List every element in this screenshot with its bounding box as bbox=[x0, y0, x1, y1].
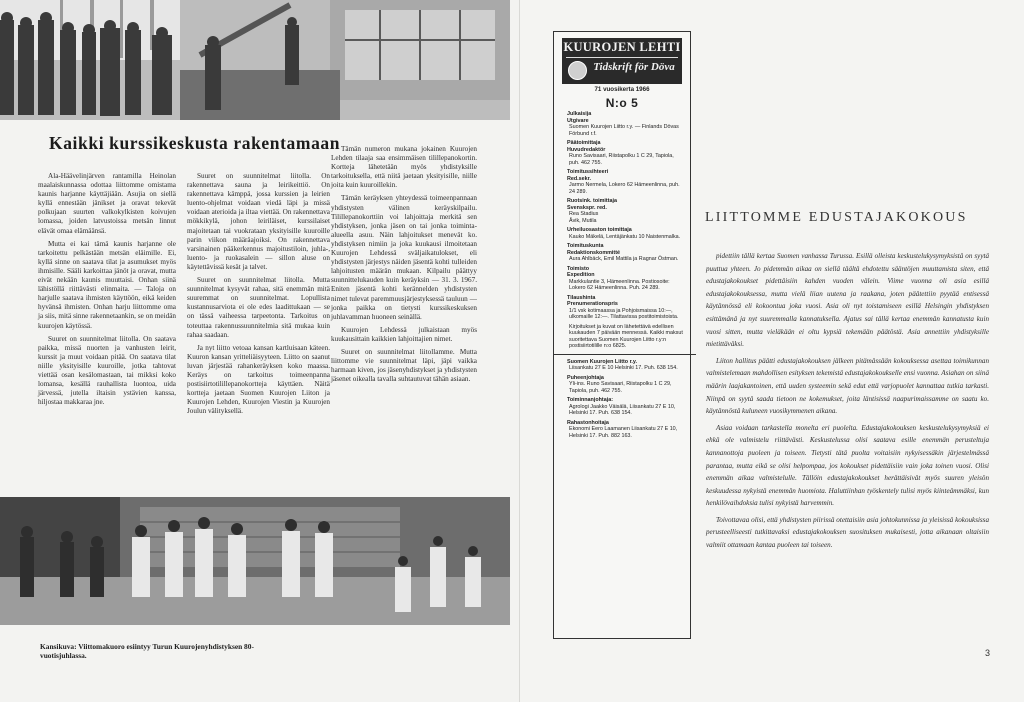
masthead-title: KUUROJEN LEHTI bbox=[563, 40, 681, 54]
masthead-section bbox=[567, 295, 683, 321]
masthead-section bbox=[567, 198, 683, 224]
masthead-section-heading: Tilaushinta Prenumerationspris bbox=[567, 294, 618, 307]
paragraph: Suuret on suunnitelmat liitolla. On rakennettava sauna ja leirikeittiö. On rakennettava kämppä, jossa kurssien ja leirien luento-ohjelmat voidaan viedä läpi ja missä voidaan aterioida ja iltaa viettää. On rakennettava mökkikylä, johon leiriläiset, kurssilaiset majoitetaan tai vuokrataan yksityisille kuuroille parin viikon määräajoiksi. On rakennettava varsinainen pääkerkennus majoitustiloin, juhla-, luento- ja ruokasalein — sillon aluse on käytettävissä kesät ja talvet. bbox=[187, 172, 330, 271]
paragraph: Tämän numeron mukana jokainen Kuurojen Lehden tilaaja saa ensimmäisen tilillepanokortin. Kortteja lähetetään myös yhdistyksille tarkoituksella, että niitä jaetaan yksityisille, niille joita kuin kuuroillekin. bbox=[331, 145, 477, 190]
masthead-section-body: 1/1 vsk kotimaassa ja Pohjoismaissa 10:—, ulkomaille 12:—. Tilattavissa postitoimistoista. bbox=[569, 307, 679, 320]
masthead-section-body: Liisankatu 27 E 10 Helsinki 17. Puh. 638 154. bbox=[569, 365, 678, 371]
masthead-section bbox=[567, 375, 683, 395]
paragraph: Tämän keräyksen yhteydessä toimeenpannaan yhdistysten välinen keräyskilpailu. Tilillepanokorttiin voi lahjoittaja merkitä sen yhdistyksen, jonka jäsen on tai jonka toiminta-alueella asuu. Näin lahjoitukset menevät ko. yhdistyksen nimiin ja joka kuukausi ilmoitetaan Kuurojen Lehdessä sväljaikatulokset, eli yhdistysten järjestys näiden jäsentä kohti tulleiden lahjoitusten määrän mukaan. Kilpailu päättyy suunnittelukauden kuin keräyksin — 31. 3. 1967. Eniten jäsentä kohti kerännelden yhdistysten nimet tulevat paremmuusjärjestyksessä tauluun — jonka paikka on tietysti kurssikeskuksen juhlavamman huoneen seinällä. bbox=[331, 194, 477, 321]
masthead-section bbox=[567, 397, 683, 417]
masthead-box bbox=[553, 31, 691, 639]
masthead-section bbox=[567, 140, 683, 166]
masthead-section bbox=[567, 359, 683, 372]
masthead-section-heading: Toiminnanjohtaja: bbox=[567, 397, 614, 403]
masthead-section bbox=[567, 243, 683, 263]
masthead-section-body: Kauko Mäkelä, Lentäjänkatu 10 Naistenmalka. bbox=[569, 233, 681, 240]
masthead-subtitle: Tidskrift för Döva bbox=[593, 61, 675, 73]
paragraph: Kuurojen Lehdessä julkaistaan myös kuukausittain kaikkien lahjoittajien nimet. bbox=[331, 325, 477, 343]
issue-number: N:o 5 bbox=[605, 96, 639, 110]
masthead-section-heading: Toimisto Expedition bbox=[567, 265, 595, 278]
construction-site-photo bbox=[0, 0, 510, 120]
masthead-section-heading: Toimituskunta Redaktionskommitté bbox=[567, 243, 621, 256]
masthead-divider bbox=[554, 354, 696, 355]
cover-caption: Kansikuva: Viittomakuoro esiintyy Turun Kuurojenyhdistyksen 80-vuotisjuhlassa. bbox=[40, 642, 254, 660]
right-article-headline: LIITTOMME EDUSTAJAKOKOUS bbox=[705, 210, 968, 225]
article-column-1 bbox=[38, 172, 176, 411]
masthead-section-body: Kirjoitukset ja kuvat on lähetettävä edellisen kuukauden 7 päivään mennessä. Kaikki maksut suoritettava Suomen Kuurojen Liitto r.y:n postisiirtotilille n:o 6825. bbox=[569, 323, 683, 349]
masthead-section-heading: Rahastonhoitaja bbox=[567, 419, 609, 426]
article-headline: Kaikki kurssikeskusta rakentamaan bbox=[49, 133, 341, 153]
article-column-2 bbox=[187, 172, 330, 420]
paragraph: Mutta ei kai tämä kaunis harjanne ole tarkoitettu pelkästään metsän eläimille. Ei, kyllä sinne on saatava tilat ja asumukset myös ihmisille. Sääli karkoittaa jänöt ja oravat, mutta eivät nekään kaunis muuttaisi. Onhan siinä lähistöllä riittävästi elinmaita. — Taloja on harjulle saatava ihmisten käyttöön, eikä keiden hyvänsä ihmisten. Onhan harju liittomme oma ja siis, mitä sinne rakennetaankin, se on meidän kuurojen käytössä. bbox=[38, 239, 176, 330]
sign-choir-photo bbox=[0, 497, 510, 625]
right-article-body bbox=[706, 250, 989, 556]
paragraph: Ja nyt liitto vetoaa kansan kartluisaan käteen. Kuuron kansan yritteliäisyyteen. Liitto on saanut luvan järjestää rahankeräyksen koko maassa. Keräys on tarkoitus toimeenpanna postisiirtotilillepanokortteja käyttäen. Näitä kortteja jaetaan Suomen Kuurojen Liiton ja Kuurojen Lehden, Kuurojen Viestin ja Kuurojen Joulun välityksellä. bbox=[187, 343, 330, 416]
construction-photo-illustration bbox=[0, 0, 510, 120]
masthead-section-heading: Julkaisija Utgivare bbox=[567, 111, 592, 124]
logo-divider bbox=[566, 57, 678, 58]
paragraph: Suuret on suunnitelmat liitollamme. Mutta liittomme vie suunnitelmat läpi, jäpi vaikka harmaan kiven, jos jäsenyhdistykset ja yhdistysten jäsenet oikealla tavalla suhtautuvat tähän asiaan. bbox=[331, 347, 477, 384]
masthead-section bbox=[567, 111, 683, 137]
masthead-section-body: Markkulantie 3, Hämeenlinna. Postiosoite: Lokero 62 Hämeenlinna. Puh. 24 289. bbox=[569, 278, 670, 291]
paragraph: Suuret on suunnitelmat liitolla. On saatava paikka, missä nuorten ja vanhusten leirit, kurssit ja muut voidaan pitää. On saatava tilat niille yksityisille kuuroille, jotka tahtovat viettää osan kesälomastaan, tai mikksi koko lomansa, kesällä rauhallista luontoa, uida järvessä, jutella iltaisin ystävien kanssa, hiljostaa makkaraa jne. bbox=[38, 334, 176, 407]
masthead-section-heading: Urheiluosaston toimittaja bbox=[567, 227, 632, 233]
staff-list bbox=[567, 111, 683, 442]
masthead-section-heading: Toimitussihteeri Red.sekr. bbox=[567, 169, 609, 182]
paragraph: Ala-Häävelinjärven rantamilla Heinolan maalaiskunnassa odottaa liittomme omistama kaunis harjanne käyttäjiään. Asujia on siellä kyllä ennestään jänikset ja oravat tekevät polkujaan suurten valkokylkisten koivujen lomassa, joiden latvustoissa metsän linnut elävät omaa elämäänsä. bbox=[38, 172, 176, 235]
masthead-section-body: Runo Savisaari, Riistapolku 1 C 29, Tapiola, puh. 462 755. bbox=[569, 153, 674, 166]
crest-icon bbox=[568, 61, 587, 80]
paragraph: Suuret on suunnitelmat liitolla. Mutta suunnitelmat kysyvät rahaa, sitä enemmän mitä suuremmat on suunnitelmat. Lopullista kustannusarviota ei ole edes laadittukaan — se on tässä vaiheessa tarpeetonta. Tarkoitus on toteuttaa rakennussuunnitelmia sitä mukaa kuin rahaa saadaan. bbox=[187, 276, 330, 339]
masthead-section-heading: Ruotsink. toimittaja Svenskspr. red. bbox=[567, 198, 618, 211]
sign-choir-illustration bbox=[0, 497, 510, 625]
paragraph: Toivottavaa olisi, että yhdistysten piirissä otettaisiin asia johtokunnissa ja yleisissä kokouksissa perusteelliseesti tutkittavaksi edustajakokouksen suosituksen mukaisesti, jotta aikanaan oltaisiin valmiit ottamaan kantaa puoleen tai toiseen. bbox=[706, 515, 989, 550]
masthead-section-body: Ekonomi Eero Laamanen Liisankatu 27 E 10, Helsinki 17. Puh. 882 163. bbox=[569, 426, 678, 439]
masthead-section bbox=[567, 227, 683, 240]
masthead-section-body: Aura Ahlbäck, Emil Mattila ja Ragnar Östman. bbox=[569, 256, 679, 262]
masthead-section-heading: Päätoimittaja Huvudredaktör bbox=[567, 140, 606, 153]
masthead-section-body: Suomen Kuurojen Liitto r.y. — Finlands Dövas Förbund r.f. bbox=[569, 124, 679, 137]
masthead-section bbox=[567, 266, 683, 292]
paragraph: pidettiin tällä kertaa Suomen vanhassa Turussa. Esillä olleista keskustelukysymyksistä on syytä puuttua yhteen. Jo pidemmän aikaa on siellä täältä ehdotettu sääntöjen muuttamista siten, että edustajakokoukset pidettäisiin kahden vuoden välein. Viime vuonna oli asia esillä edustajakokouksessa, mutta vielä liian uutena ja raakana, joten päätettiin pyytää entisessä käytännössä eli kokoontua joka vuosi. Asia oli nyt toistamiseen esillä Helsingin yhdistyksen esittämänä ja nyt suuremmalla kannatuksella. Ajatus sai tällä kertaa enemmän kannatusta kuin vuosi sitten, mutta vieläkään ei oltu kypsiä tekemään päätöstä. Asia annettiin yhdistyksille mietittäväksi. bbox=[706, 252, 989, 349]
masthead-section-body: Agrologi Jaakko Väisälä, Liisankatu 27 E 10, Helsinki 17. Puh. 638 154. bbox=[569, 403, 676, 416]
volume-label: 71 vuosikerta 1966 bbox=[594, 86, 650, 93]
masthead-section-body: Jarmo Nermela, Lokero 62 Hämeenlinna, puh. 24 289. bbox=[569, 182, 680, 195]
paragraph: Asiaa voidaan tarkastella monelta eri puolelta. Edustajakokouksen keskustelukysymyksiä ei ehkä ole valmistelu riittävästi. Keskustelussa olisi saatava esille enemmän perusteltuja kannanottoja puoleen ja toiseen. Tietysti tätä puolta voitaisiin nykyisessäkin järjestelmässä parantaa, mutta eikä se olisi helpompaa, jos kokoukset pidettäisiin vain joka toinen vuosi. Olisi enemmän aikaa valmistelulle. Tällöin edustajakokoukset herättäisivät myös suuren yleisön keskuudessa nykyistä enemmän huomiota. Haluttiinhan työskentely tulisi myös kiinteämmäksi, kun henkilövaihdoksia tulisi nykyistä harvemmin. bbox=[706, 423, 989, 508]
masthead-logo bbox=[562, 38, 682, 84]
masthead-section bbox=[567, 169, 683, 195]
masthead-section-heading: Suomen Kuurojen Liitto r.y. bbox=[567, 358, 637, 365]
masthead-section-heading: Puheenjohtaja bbox=[567, 374, 604, 381]
masthead-section bbox=[567, 420, 683, 440]
page-number: 3 bbox=[985, 648, 991, 658]
article-column-3 bbox=[331, 145, 477, 388]
masthead-section-body: Rea Stadius Åvik, Mutila bbox=[569, 211, 599, 224]
masthead-section-body: Yli-ins. Runo Savisaari, Riistapolku 1 C 29, Tapiola, puh. 462 755. bbox=[569, 381, 672, 394]
paragraph: Liiton hallitus päätti edustajakokouksen jälkeen pitämässään kokouksessa asettaa toimikunnan valmistelemaan mahdollisen esityksen tekemistä edustajakokoukselle ensi vuonna. Asiahan on siinä määrin laajakantoinen, että uuden systeemin sekä edut että varjopuolet kannattaa tutkia tarkasti. Niinpä on syytä saada tietoon ne kokemukset, joita läntisissä naapurimaissamme on saatu ko. käytännöstä kuluneen vuosikymmenen aikana. bbox=[706, 356, 989, 416]
masthead-section bbox=[567, 324, 683, 350]
